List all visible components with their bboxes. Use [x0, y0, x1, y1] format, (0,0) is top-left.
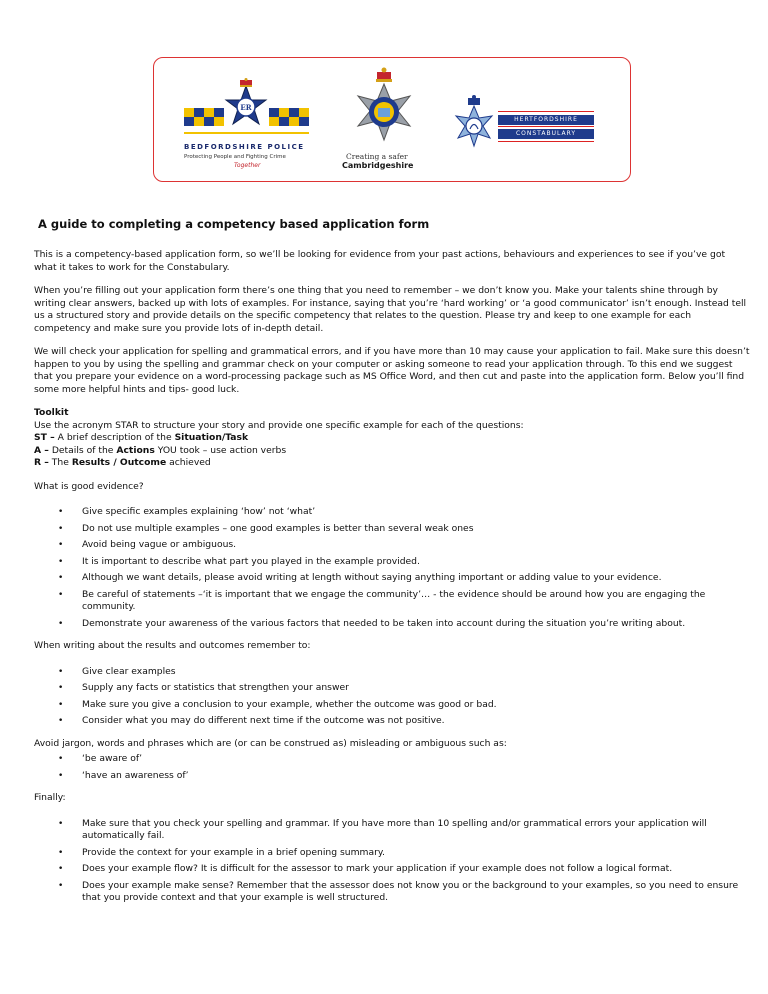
hertfordshire-constabulary-logo	[454, 94, 624, 154]
list-item: • Give clear examples	[34, 666, 750, 679]
list-item: • ‘have an awareness of’	[34, 770, 750, 783]
police-logo-banner	[153, 57, 631, 182]
intro-paragraph-2: When you’re filling out your application form there’s one thing that you need to remember – we don’t know you. Make your talents shine through by writing clear answers, backed up with lots of examples. For instance, saying that you’re ‘hard working’ or ‘a good communicator’ isn’t enough. Instead tell us a structured story and provide details on the specific competency that relates to the question. Please try and keep to one example for each competency and make sure you provide lots of in-depth detail.	[34, 285, 747, 334]
hertfordshire-red-line-bottom	[498, 141, 594, 142]
results-list	[34, 666, 750, 728]
list-item: • Although we want details, please avoid writing at length without saying anything important or adding value to your evidence.	[34, 572, 750, 585]
toolkit-heading: Toolkit	[34, 407, 69, 418]
toolkit-a: A – Details of the Actions YOU took – use action verbs	[34, 444, 287, 456]
list-item: • Make sure you give a conclusion to your example, whether the outcome was good or bad.	[34, 699, 750, 712]
cambridgeshire-star-icon	[344, 66, 424, 150]
bedfordshire-slogan: Protecting People and Fighting Crime	[184, 154, 286, 160]
list-item: • Make sure that you check your spelling and grammar. If you have more than 10 spelling and/or grammatical errors your application will automatically fail.	[34, 818, 750, 843]
bedfordshire-name: BEDFORDSHIRE POLICE	[184, 143, 305, 151]
list-item: • Give specific examples explaining ‘how’ not ‘what’	[34, 506, 750, 519]
bedfordshire-police-logo	[184, 78, 314, 173]
cambridgeshire-police-logo	[344, 66, 424, 176]
svg-text:ER: ER	[240, 103, 252, 112]
bedfordshire-together: Together	[234, 162, 261, 169]
finally-list	[34, 818, 750, 905]
list-item: • It is important to describe what part you played in the example provided.	[34, 556, 750, 569]
document-body	[34, 217, 750, 915]
toolkit-section	[34, 407, 750, 470]
intro-paragraph-1: This is a competency-based application form, so we’ll be looking for evidence from your past actions, behaviours and experiences to see if you’ve got what it takes to work for the Constabulary.	[34, 249, 726, 273]
list-item: • Provide the context for your example in a brief opening summary.	[34, 847, 750, 860]
toolkit-intro: Use the acronym STAR to structure your story and provide one specific example for each of the questions:	[34, 419, 524, 431]
list-item: • Consider what you may do different next time if the outcome was not positive.	[34, 715, 750, 728]
good-evidence-question: What is good evidence?	[34, 480, 144, 492]
page-title: A guide to completing a competency based application form	[38, 217, 430, 231]
list-item: • Does your example make sense? Remember that the assessor does not know you or the background to your examples, so you need to ensure that you provide context and that your example is well structured.	[34, 880, 750, 905]
hertfordshire-star-icon	[454, 94, 494, 150]
bedfordshire-crest-icon	[184, 78, 314, 140]
finally-intro: Finally:	[34, 792, 66, 803]
hertfordshire-line2: CONSTABULARY	[498, 129, 594, 139]
list-item: • Does your example flow? It is difficult for the assessor to mark your application if your example does not follow a logical format.	[34, 863, 750, 876]
list-item: • Do not use multiple examples – one good examples is better than several weak ones	[34, 523, 750, 536]
results-intro: When writing about the results and outcomes remember to:	[34, 640, 311, 651]
jargon-intro: Avoid jargon, words and phrases which are (or can be construed as) misleading or ambiguous such as:	[34, 737, 507, 749]
list-item: • ‘be aware of’	[34, 753, 750, 766]
toolkit-r: R – The Results / Outcome achieved	[34, 457, 211, 468]
cambridgeshire-line2: Cambridgeshire	[342, 161, 414, 170]
cambridgeshire-line1: Creating a safer	[346, 152, 408, 161]
jargon-list	[34, 753, 750, 782]
toolkit-st: ST – A brief description of the Situation/Task	[34, 432, 249, 443]
list-item: • Demonstrate your awareness of the various factors that needed to be taken into account during the situation you’re writing about.	[34, 618, 750, 631]
hertfordshire-line1: HERTFORDSHIRE	[498, 115, 594, 125]
hertfordshire-red-line-mid	[498, 126, 594, 127]
list-item: • Avoid being vague or ambiguous.	[34, 539, 750, 552]
hertfordshire-red-line-top	[498, 111, 594, 112]
list-item: • Be careful of statements –‘it is important that we engage the community’… - the evidence should be around how you are engaging the community.	[34, 589, 750, 614]
intro-paragraph-3: We will check your application for spelling and grammatical errors, and if you have more than 10 may cause your application to fail. Make sure this doesn’t happen to you by using the spelling and grammar check on your computer or asking someone to read your application through. To this end we suggest that you prepare your evidence on a word-processing package such as MS Office Word, and then cut and paste into the application form. Below you’ll find some more helpful hints and tips- good luck.	[34, 346, 750, 395]
good-evidence-list	[34, 506, 750, 630]
list-item: • Supply any facts or statistics that strengthen your answer	[34, 682, 750, 695]
